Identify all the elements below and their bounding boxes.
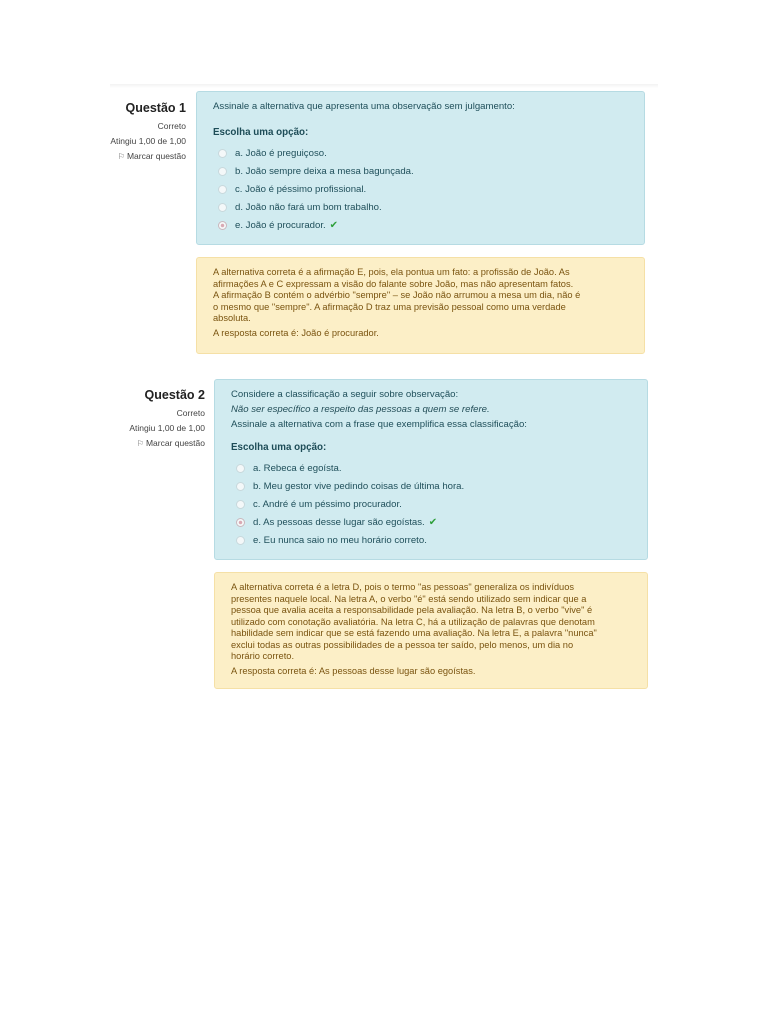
top-divider: [110, 84, 658, 88]
question-title: [100, 101, 186, 115]
radio-c[interactable]: [236, 500, 245, 509]
question-label: Questão: [125, 101, 176, 115]
question-formulation-1: [196, 91, 645, 245]
option-label: a. João é preguiçoso.: [235, 147, 327, 159]
radio-c[interactable]: [218, 185, 227, 194]
radio-b[interactable]: [218, 167, 227, 176]
classification-text: Não ser específico a respeito das pessoas a quem se refere.: [231, 404, 490, 415]
flag-question-link[interactable]: [100, 151, 186, 161]
radio-e[interactable]: [218, 221, 227, 230]
question-formulation-2: [214, 379, 648, 560]
feedback-line: A afirmação B contém o advérbio "sempre" – se João não arrumou a mesa um dia, não é: [213, 290, 581, 300]
radio-a[interactable]: [236, 464, 245, 473]
flag-icon: ⚐: [117, 152, 125, 161]
feedback-line: horário correto.: [231, 651, 295, 661]
answer-option-c[interactable]: [231, 495, 633, 513]
question-state: Correto: [176, 408, 205, 418]
question-title: [118, 388, 205, 402]
question-info-2: [118, 388, 205, 448]
answer-option-e[interactable]: [213, 216, 630, 234]
flag-question-label: Marcar questão: [145, 438, 205, 448]
option-label: b. Meu gestor vive pedindo coisas de última hora.: [253, 480, 465, 492]
question-number: 1: [179, 101, 186, 115]
option-label: e. Eu nunca saio no meu horário correto.: [253, 534, 427, 546]
feedback-line: afirmações A e C expressam a visão do falante sobre João, mas não apresentam fatos.: [213, 278, 574, 289]
option-label: a. Rebeca é egoísta.: [253, 462, 342, 474]
question-number: 2: [198, 388, 205, 402]
feedback-line: o mesmo que "sempre". A afirmação D traz uma previsão pessoal como uma verdade: [213, 301, 566, 312]
feedback-line: habilidade sem indicar que se está fazendo uma avaliação. Na letra E, a palavra "nunca": [231, 628, 597, 638]
feedback-line: A alternativa correta é a letra D, pois o termo "as pessoas" generaliza os indivíduos: [231, 582, 575, 592]
answer-option-d[interactable]: [231, 513, 633, 531]
question-state: Correto: [157, 121, 186, 131]
answer-option-c[interactable]: [213, 180, 630, 198]
option-label: c. André é um péssimo procurador.: [253, 498, 402, 510]
answer-option-e[interactable]: [231, 531, 633, 549]
question-feedback-1: [196, 257, 645, 354]
radio-b[interactable]: [236, 482, 245, 491]
feedback-line: exclui todas as outras possibilidades de a pessoa ter saído, pelo menos, um dia no: [231, 639, 574, 650]
answer-option-d[interactable]: [213, 198, 630, 216]
answer-option-b[interactable]: [231, 477, 633, 495]
question-feedback-2: [214, 572, 648, 689]
option-label: e. João é procurador.: [235, 219, 326, 231]
feedback-line: absoluta.: [213, 313, 251, 323]
right-answer: A resposta correta é: As pessoas desse lugar são egoístas.: [231, 665, 476, 676]
radio-a[interactable]: [218, 149, 227, 158]
answer-option-b[interactable]: [213, 162, 630, 180]
feedback-line: utilizado com conotação avaliatória. Na letra C, há a utilização de palavras que denotam: [231, 616, 595, 627]
option-label: c. João é péssimo profissional.: [235, 183, 367, 195]
option-label: d. João não fará um bom trabalho.: [235, 201, 382, 213]
right-answer: A resposta correta é: João é procurador.: [213, 327, 379, 338]
answer-option-a[interactable]: [213, 144, 630, 162]
radio-e[interactable]: [236, 536, 245, 545]
radio-d[interactable]: [218, 203, 227, 212]
question-info-1: [100, 101, 186, 161]
flag-question-label: Marcar questão: [126, 151, 186, 161]
question-text: Considere a classificação a seguir sobre observação:: [231, 389, 459, 400]
option-label: d. As pessoas desse lugar são egoístas.: [253, 516, 425, 528]
flag-question-link[interactable]: [118, 438, 205, 448]
check-icon: ✔: [329, 219, 339, 231]
choose-option-prompt: Escolha uma opção:: [213, 127, 309, 138]
option-label: b. João sempre deixa a mesa bagunçada.: [235, 165, 414, 177]
question-label: Questão: [144, 388, 195, 402]
question-instruction: Assinale a alternativa com a frase que exemplifica essa classificação:: [231, 419, 527, 430]
question-grade: Atingiu 1,00 de 1,00: [110, 136, 186, 146]
question-grade: Atingiu 1,00 de 1,00: [129, 423, 205, 433]
feedback-line: A alternativa correta é a afirmação E, pois, ela pontua um fato: a profissão de João. As: [213, 267, 570, 277]
choose-option-prompt: Escolha uma opção:: [231, 442, 327, 453]
answer-option-a[interactable]: [231, 459, 633, 477]
check-icon: ✔: [428, 516, 438, 528]
radio-d[interactable]: [236, 518, 245, 527]
question-text: Assinale a alternativa que apresenta uma observação sem julgamento:: [213, 101, 515, 112]
feedback-line: pessoa que avalia aceita a responsabilidade pela avaliação. Na letra B, o verbo "vive" é: [231, 605, 593, 615]
feedback-line: presentes naquele local. Na letra A, o verbo "é" está sendo utilizado sem indicar que a: [231, 593, 587, 604]
flag-icon: ⚐: [136, 439, 144, 448]
